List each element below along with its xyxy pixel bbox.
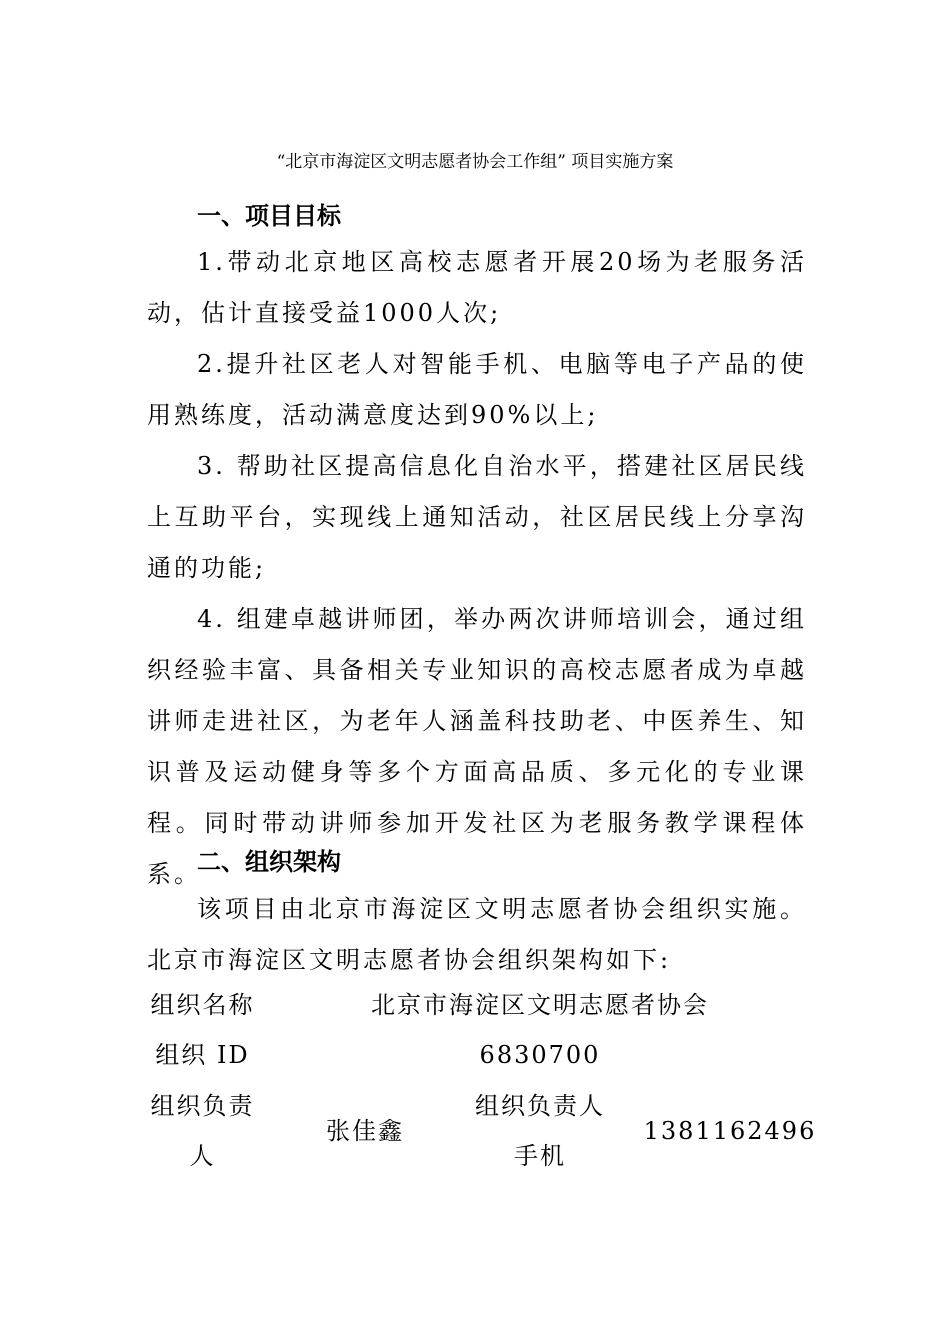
document-title: “北京市海淀区文明志愿者协会工作组” 项目实施方案: [276, 152, 674, 172]
leader-phone-label-line1: 组织负责人: [475, 1092, 605, 1120]
org-name-label: 组织名称: [150, 991, 255, 1019]
leader-phone-label-line2: 手机: [514, 1142, 566, 1170]
organization-paragraph: 该项目由北京市海淀区文明志愿者协会组织实施。北京市海淀区文明志愿者协会组织架构如下:: [147, 895, 807, 974]
org-id-label: 组织 ID: [155, 1041, 250, 1069]
org-id-value: 6830700: [479, 1041, 601, 1069]
leader-label-line2: 人: [189, 1142, 216, 1170]
section-heading-organization: 二、组织架构: [197, 848, 341, 876]
goal-paragraph-1: 1.带动北京地区高校志愿者开展20场为老服务活动，估计直接受益1000人次;: [147, 248, 807, 327]
leader-phone-value: 1381162496: [643, 1117, 817, 1145]
goal-paragraph-4: 4. 组建卓越讲师团，举办两次讲师培训会，通过组织经验丰富、具备相关专业知识的高校志愿者成为卓越讲师走进社区，为老年人涵盖科技助老、中医养生、知识普及运动健身等多个方面高品质、多元化的专业课程。同时带动讲师参加开发社区为老服务教学课程体系。: [147, 605, 807, 888]
goal-paragraph-3: 3. 帮助社区提高信息化自治水平，搭建社区居民线上互助平台，实现线上通知活动，社区居民线上分享沟通的功能;: [147, 452, 807, 582]
org-name-value: 北京市海淀区文明志愿者协会: [371, 991, 709, 1019]
leader-value: 张佳鑫: [326, 1117, 404, 1145]
leader-label-line1: 组织负责: [150, 1092, 255, 1120]
goal-paragraph-2: 2.提升社区老人对智能手机、电脑等电子产品的使用熟练度，活动满意度达到90%以上;: [147, 350, 807, 429]
section-heading-goals: 一、项目目标: [197, 202, 341, 230]
